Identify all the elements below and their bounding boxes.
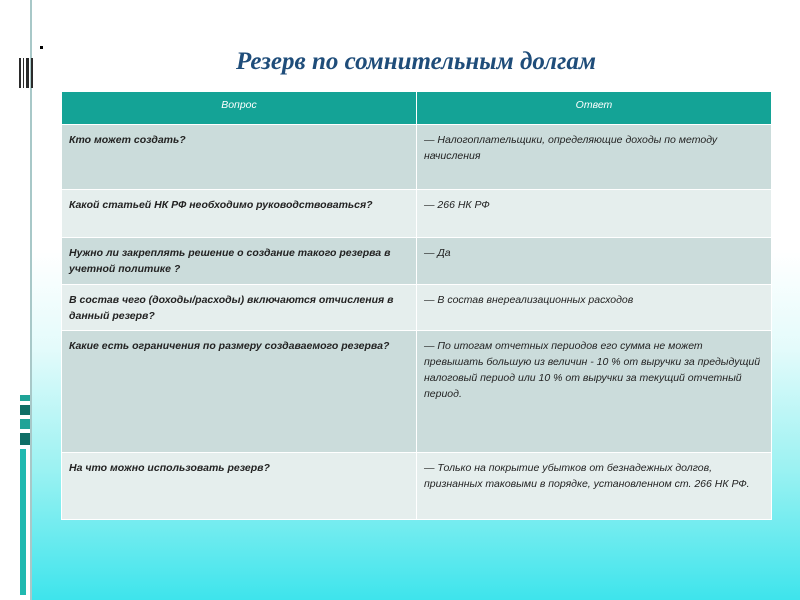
question-cell: Какие есть ограничения по размеру создаваемого резерва? [62, 331, 417, 453]
table-row [62, 453, 772, 520]
table-row [62, 125, 772, 190]
slide-title: Резерв по сомнительным долгам [236, 48, 596, 75]
answer-cell: — Да [417, 238, 772, 285]
table-row [62, 238, 772, 285]
qa-table [61, 91, 772, 520]
question-cell: Кто может создать? [62, 125, 417, 190]
left-vertical-rule [30, 0, 32, 600]
question-cell: В состав чего (доходы/расходы) включаются отчисления в данный резерв? [62, 285, 417, 331]
table-row [62, 285, 772, 331]
answer-cell: — Налогоплательщики, определяющие доходы по методу начисления [417, 125, 772, 190]
answer-cell: — Только на покрытие убытков от безнадежных долгов, признанных таковыми в порядке, установленном ст. 266 НК РФ. [417, 453, 772, 520]
column-header-answer: Ответ [417, 92, 772, 125]
decorative-bars-top [19, 58, 33, 88]
question-cell: Нужно ли закреплять решение о создание такого резерва в учетной политике ? [62, 238, 417, 285]
table-row [62, 190, 772, 238]
decorative-bars-bottom [20, 395, 30, 595]
bullet-marker [40, 46, 43, 49]
table-header-row [62, 92, 772, 125]
answer-cell: — 266 НК РФ [417, 190, 772, 238]
question-cell: Какой статьей НК РФ необходимо руководствоваться? [62, 190, 417, 238]
answer-cell: — По итогам отчетных периодов его сумма не может превышать большую из величин - 10 % от выручки за предыдущий налоговый период или 10 % от выручки за текущий отчетный период. [417, 331, 772, 453]
answer-cell: — В состав внереализационных расходов [417, 285, 772, 331]
column-header-question: Вопрос [62, 92, 417, 125]
table-row [62, 331, 772, 453]
question-cell: На что можно использовать резерв? [62, 453, 417, 520]
